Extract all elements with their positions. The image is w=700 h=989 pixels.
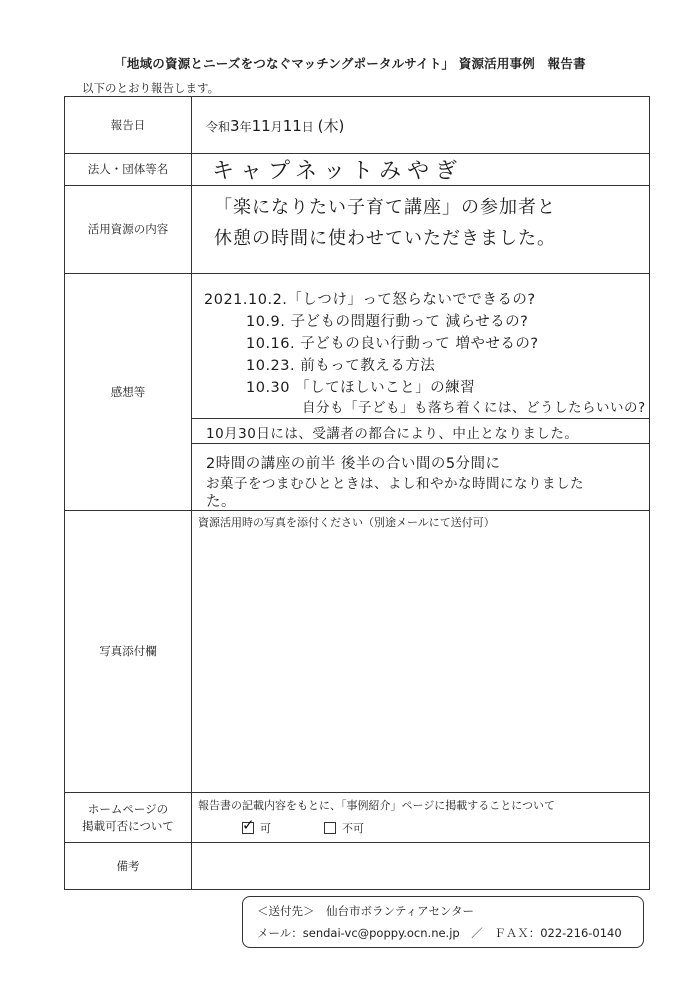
year: 3 <box>230 116 240 135</box>
content-line: 「楽になりたい子育て講座」の参加者と <box>214 197 556 218</box>
remarks-row <box>65 843 650 890</box>
homepage-value-cell <box>192 793 650 843</box>
document-title: 「地域の資源とニーズをつなぐマッチングポータルサイト」 資源活用事例 報告書 <box>114 56 586 71</box>
impressions-line: 10.30 「してほしいこと」の練習 <box>246 380 476 396</box>
content-row <box>65 186 650 274</box>
homepage-note: 報告書の記載内容をもとに、「事例紹介」ページに掲載することについて <box>198 799 556 812</box>
photo-label: 写真添付欄 <box>65 511 192 793</box>
impressions-line: 10月30日には、受講者の都合により、中止となりました。 <box>206 426 579 442</box>
era: 令和 <box>206 119 231 134</box>
send-to-line: ＜送付先＞ 仙台市ボランティアセンター <box>257 904 475 918</box>
homepage-label-line: ホームページの <box>87 801 169 816</box>
org-row <box>65 154 650 186</box>
report-date-field[interactable] <box>192 115 649 136</box>
impressions-row <box>65 274 650 511</box>
impressions-line: 10.16. 子どもの良い行動って 増やせるの? <box>246 336 539 352</box>
impressions-line: 自分も「子ども」も落ち着くには、どうしたらいいの? <box>302 400 646 416</box>
year-unit: 年 <box>239 119 252 134</box>
photo-caption: 資源活用時の写真を添付ください（別途メールにて送付可） <box>198 516 495 529</box>
report-date-value <box>192 97 650 154</box>
impressions-line: 2021.10.2.「しつけ」って怒らないでできるの? <box>204 292 536 308</box>
option-yes-label: 可 <box>260 822 271 835</box>
month: 11 <box>251 116 271 135</box>
report-date-label: 報告日 <box>65 97 192 154</box>
option-no[interactable] <box>324 820 364 836</box>
remarks-label: 備考 <box>65 843 192 890</box>
org-name: キャプネットみやぎ <box>212 159 464 184</box>
month-unit: 月 <box>270 119 283 134</box>
impressions-line: お菓子をつまむひとときは、よし和やかな時間になりました <box>206 476 584 492</box>
impressions-divider <box>192 418 649 419</box>
checkbox-yes[interactable] <box>242 822 254 834</box>
org-label: 法人・団体等名 <box>65 154 192 186</box>
photo-area[interactable] <box>192 511 650 793</box>
weekday: (木) <box>317 116 345 135</box>
intro-text: 以下のとおり報告します。 <box>82 81 220 95</box>
send-to-box <box>242 896 644 948</box>
report-date-row <box>65 97 650 154</box>
impressions-label: 感想等 <box>65 274 192 511</box>
checkbox-no[interactable] <box>324 822 336 834</box>
remarks-value[interactable] <box>192 843 650 890</box>
day-unit: 日 <box>301 119 314 134</box>
org-value-cell[interactable] <box>192 154 650 186</box>
impressions-line: た。 <box>206 494 236 510</box>
photo-row <box>65 511 650 793</box>
report-form <box>64 96 650 890</box>
content-line: 休憩の時間に使わせていただきました。 <box>214 228 556 249</box>
impressions-line: 2時間の講座の前半 後半の合い間の5分間に <box>206 456 501 472</box>
impressions-line: 10.9. 子どもの問題行動って 減らせるの? <box>246 314 529 330</box>
option-no-label: 不可 <box>342 822 364 835</box>
content-text <box>192 186 649 254</box>
contact-line: メール：sendai-vc@poppy.ocn.ne.jp ／ ＦＡＸ：022-216-0140 <box>257 926 622 940</box>
impressions-line: 10.23. 前もって教える方法 <box>246 358 436 374</box>
impressions-text <box>192 274 649 510</box>
homepage-label <box>65 793 192 843</box>
impressions-divider <box>192 443 649 444</box>
day: 11 <box>282 116 302 135</box>
impressions-value-cell[interactable] <box>192 274 650 511</box>
homepage-label-line: 掲載可否について <box>82 818 174 833</box>
homepage-row <box>65 793 650 843</box>
content-value-cell[interactable] <box>192 186 650 274</box>
content-label: 活用資源の内容 <box>65 186 192 274</box>
option-yes[interactable] <box>242 820 271 836</box>
